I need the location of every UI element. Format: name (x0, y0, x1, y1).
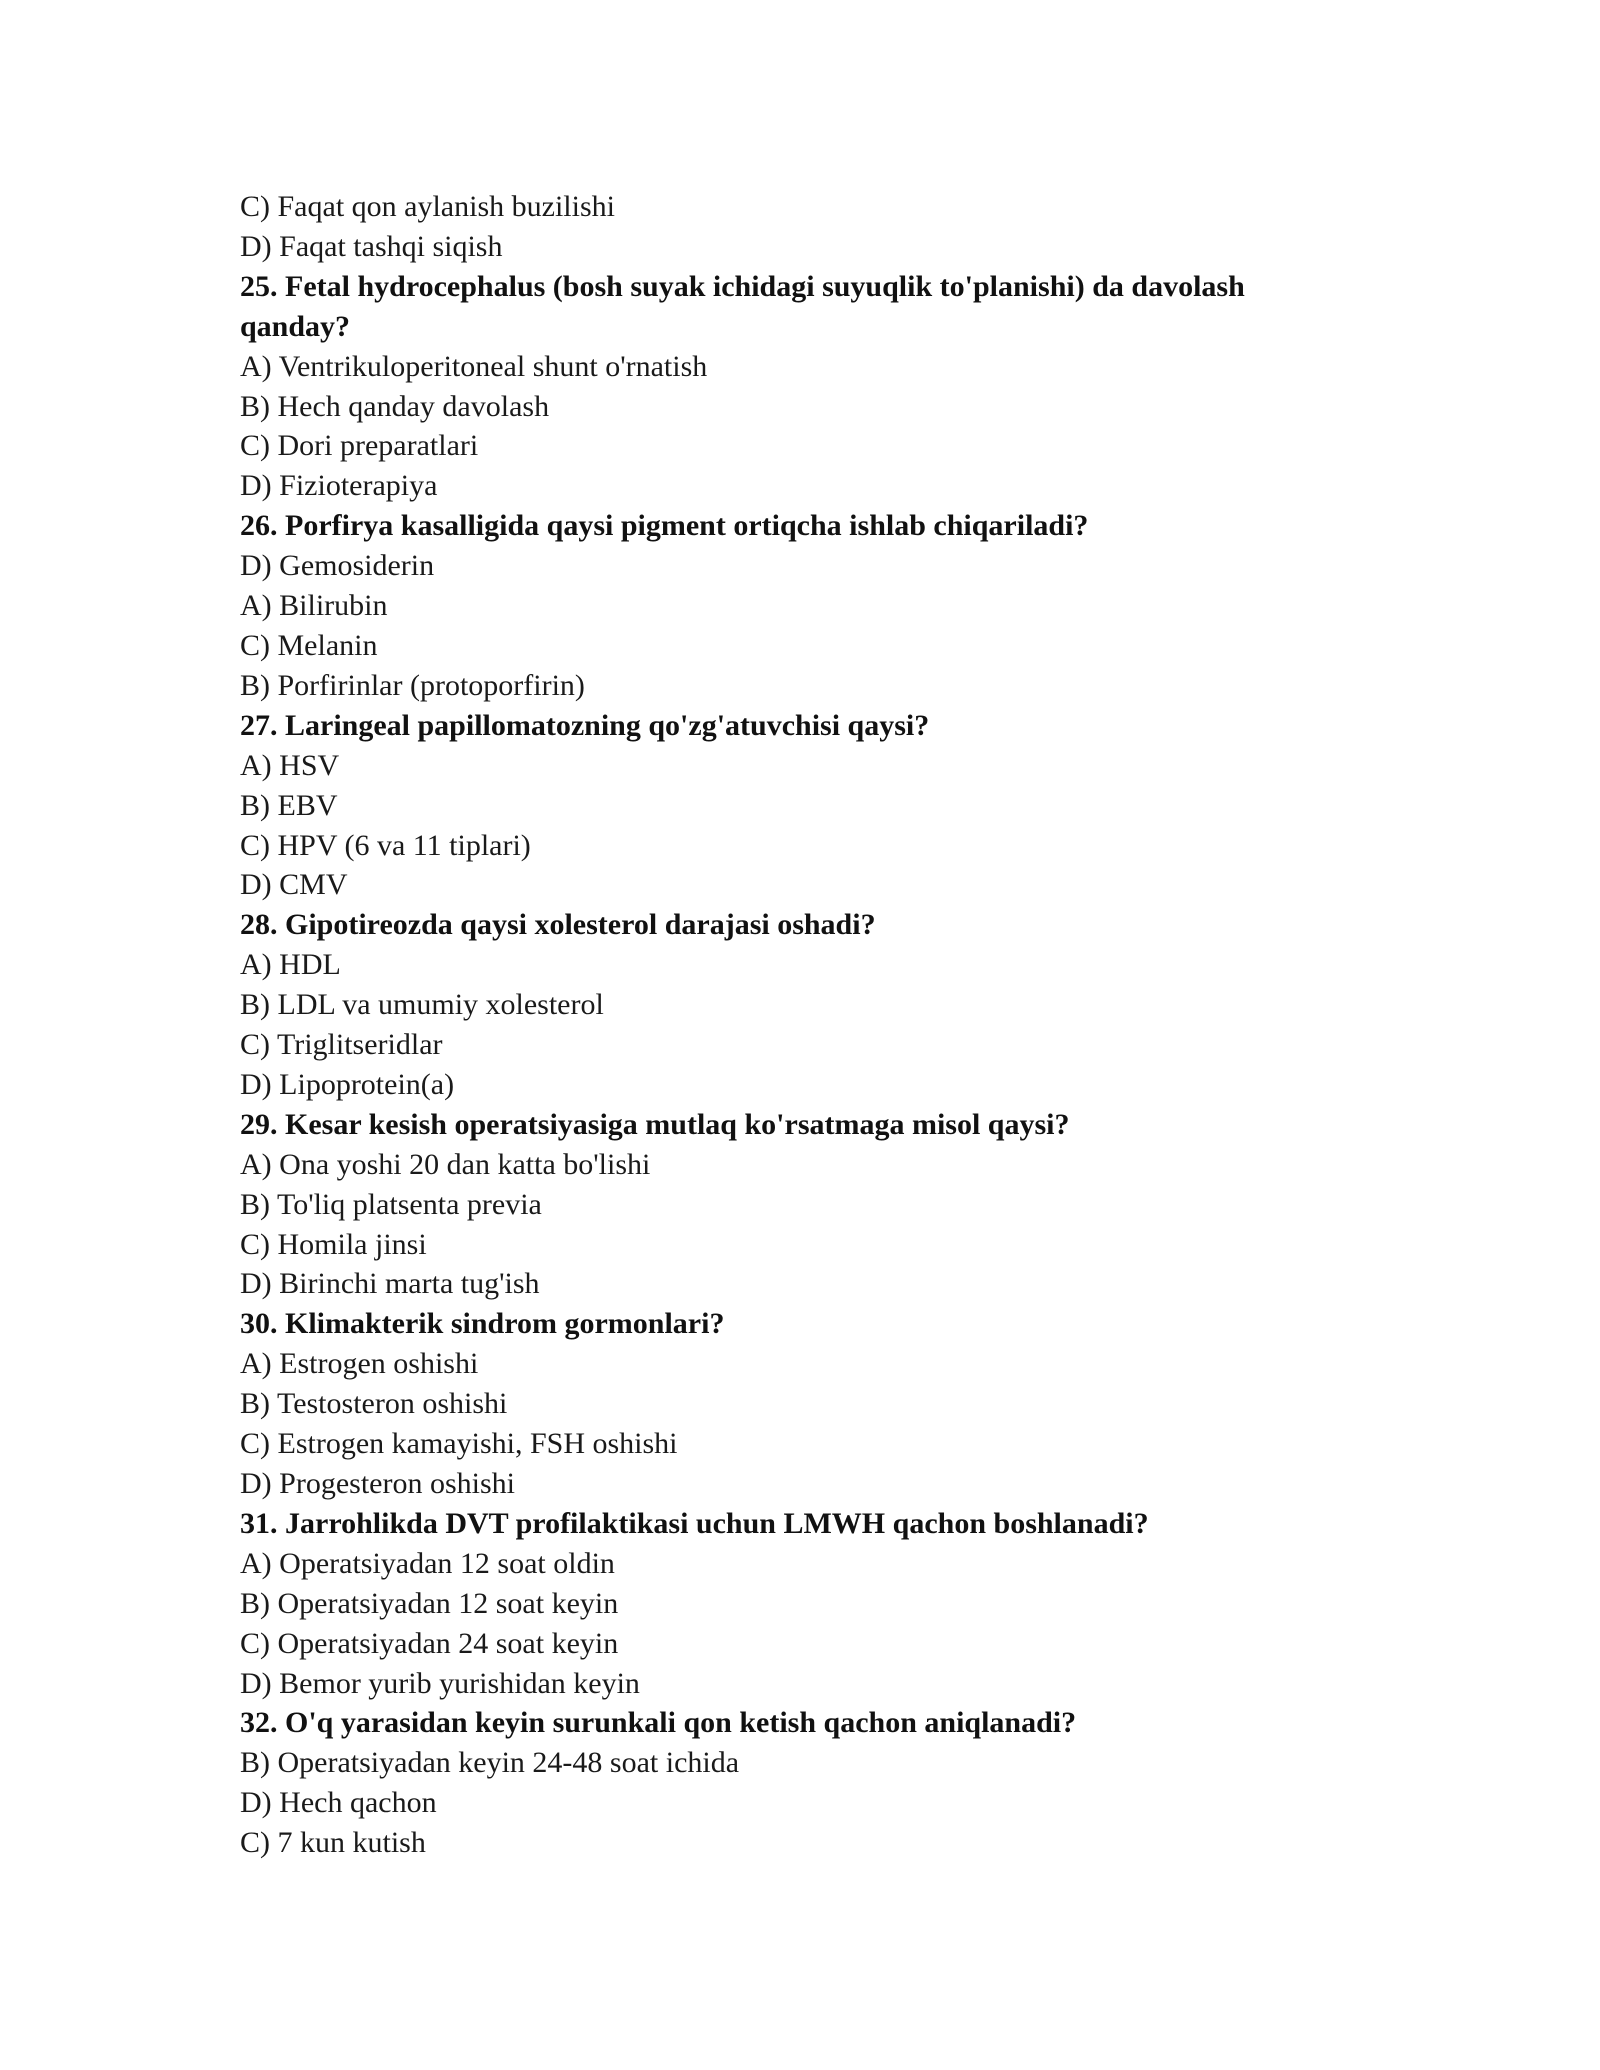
answer-option: A) Bilirubin (240, 589, 388, 623)
answer-option: D) Hech qachon (240, 1786, 437, 1820)
answer-option: C) Melanin (240, 628, 378, 662)
answer-option: C) HPV (6 va 11 tiplari) (240, 828, 531, 862)
answer-option: A) Operatsiyadan 12 soat oldin (240, 1546, 615, 1580)
answer-option: B) Testosteron oshishi (240, 1387, 508, 1421)
answer-option: A) HDL (240, 948, 341, 982)
question-heading: 26. Porfirya kasalligida qaysi pigment ortiqcha ishlab chiqariladi? (240, 509, 1089, 543)
answer-option: D) Bemor yurib yurishidan keyin (240, 1666, 640, 1700)
answer-option: B) Porfirinlar (protoporfirin) (240, 668, 585, 702)
answer-option: B) Operatsiyadan 12 soat keyin (240, 1586, 619, 1620)
answer-option: D) Faqat tashqi siqish (240, 229, 503, 263)
question-heading: 25. Fetal hydrocephalus (bosh suyak ichidagi suyuqlik to'planishi) da davolash qanday? (240, 269, 1245, 343)
answer-option: A) Ventrikuloperitoneal shunt o'rnatish (240, 349, 708, 383)
answer-option: C) Estrogen kamayishi, FSH oshishi (240, 1427, 678, 1461)
answer-option: B) EBV (240, 788, 338, 822)
question-heading: 29. Kesar kesish operatsiyasiga mutlaq ko'rsatmaga misol qaysi? (240, 1107, 1070, 1141)
answer-option: D) Lipoprotein(a) (240, 1067, 455, 1101)
answer-option: D) Birinchi marta tug'ish (240, 1267, 540, 1301)
answer-option: D) CMV (240, 868, 348, 902)
answer-option: A) HSV (240, 748, 340, 782)
question-heading: 30. Klimakterik sindrom gormonlari? (240, 1307, 725, 1341)
question-heading: 31. Jarrohlikda DVT profilaktikasi uchun LMWH qachon boshlanadi? (240, 1506, 1149, 1540)
answer-option: D) Progesteron oshishi (240, 1467, 515, 1500)
answer-option: C) Homila jinsi (240, 1227, 427, 1261)
answer-option: A) Ona yoshi 20 dan katta bo'lishi (240, 1147, 651, 1181)
document-body (240, 187, 1360, 1863)
question-heading: 32. O'q yarasidan keyin surunkali qon ketish qachon aniqlanadi? (240, 1706, 1077, 1740)
answer-option: C) Operatsiyadan 24 soat keyin (240, 1626, 619, 1660)
answer-option: C) Triglitseridlar (240, 1028, 443, 1062)
answer-option: C) Dori preparatlari (240, 429, 479, 463)
answer-option: C) Faqat qon aylanish buzilishi (240, 190, 615, 223)
answer-option: D) Fizioterapiya (240, 469, 438, 503)
answer-option: B) To'liq platsenta previa (240, 1187, 542, 1221)
question-heading: 28. Gipotireozda qaysi xolesterol darajasi oshadi? (240, 908, 876, 942)
answer-option: C) 7 kun kutish (240, 1826, 426, 1860)
answer-option: D) Gemosiderin (240, 549, 435, 583)
question-heading: 27. Laringeal papillomatozning qo'zg'atuvchisi qaysi? (240, 708, 930, 742)
answer-option: A) Estrogen oshishi (240, 1347, 479, 1381)
answer-option: B) LDL va umumiy xolesterol (240, 988, 604, 1022)
answer-option: B) Hech qanday davolash (240, 389, 550, 423)
answer-option: B) Operatsiyadan keyin 24-48 soat ichida (240, 1746, 740, 1780)
